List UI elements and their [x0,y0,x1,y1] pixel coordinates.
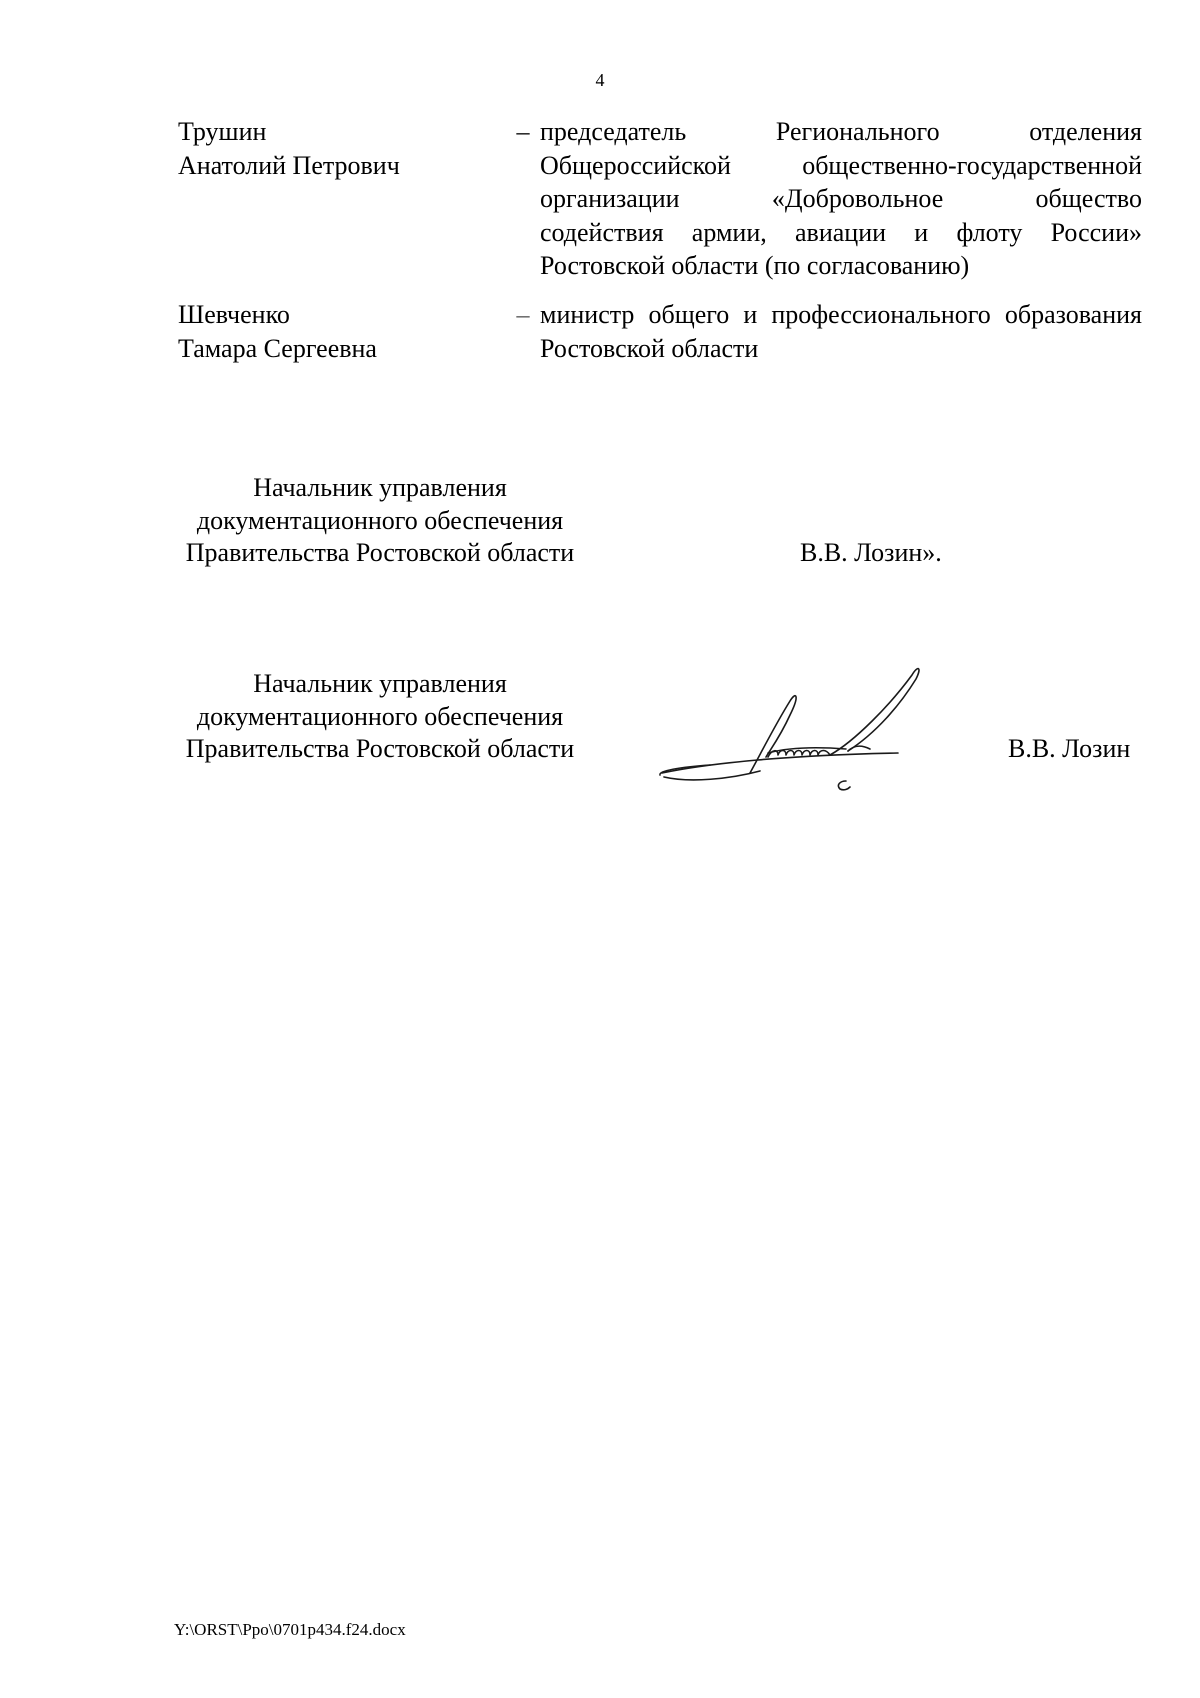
role-line: организации «Добровольное общество [540,184,1142,213]
signature-title-line: документационного обеспечения [196,701,564,731]
signature-title-block [160,472,600,570]
member-name [178,298,498,365]
member-dash: – [516,300,530,329]
member-dash: – [516,117,530,146]
member-surname: Шевченко [178,300,290,329]
signature-title-block [160,668,600,766]
role-line: председатель Регионального отделения [540,117,1142,146]
role-line: Общероссийской общественно-государственной [540,150,1142,180]
page-number: 4 [595,70,605,90]
footer-file-path: Y:\ORST\Ppo\0701p434.f24.docx [174,1620,406,1639]
role-line: министр общего и профессионального образования [540,300,1142,329]
signature-title-line: Начальник управления [253,473,507,502]
member-role [540,298,1142,365]
handwritten-signature [650,655,990,795]
signature-title-line: Правительства Ростовской области [185,734,575,763]
role-line: Ростовской области [540,333,759,363]
member-surname: Трушин [178,117,267,146]
signature-title-line: документационного обеспечения [196,505,564,535]
member-given-names: Тамара Сергеевна [178,333,377,363]
signatory-name: В.В. Лозин [1008,734,1131,763]
member-name [178,115,498,182]
member-role [540,115,1142,283]
signature-title-line: Начальник управления [253,669,507,698]
member-given-names: Анатолий Петрович [178,150,400,180]
role-line: Ростовской области (по согласованию) [540,251,970,280]
role-line: содействия армии, авиации и флоту России» [540,217,1142,247]
signature-title-line: Правительства Ростовской области [185,538,575,567]
signatory-name: В.В. Лозин». [800,538,942,567]
